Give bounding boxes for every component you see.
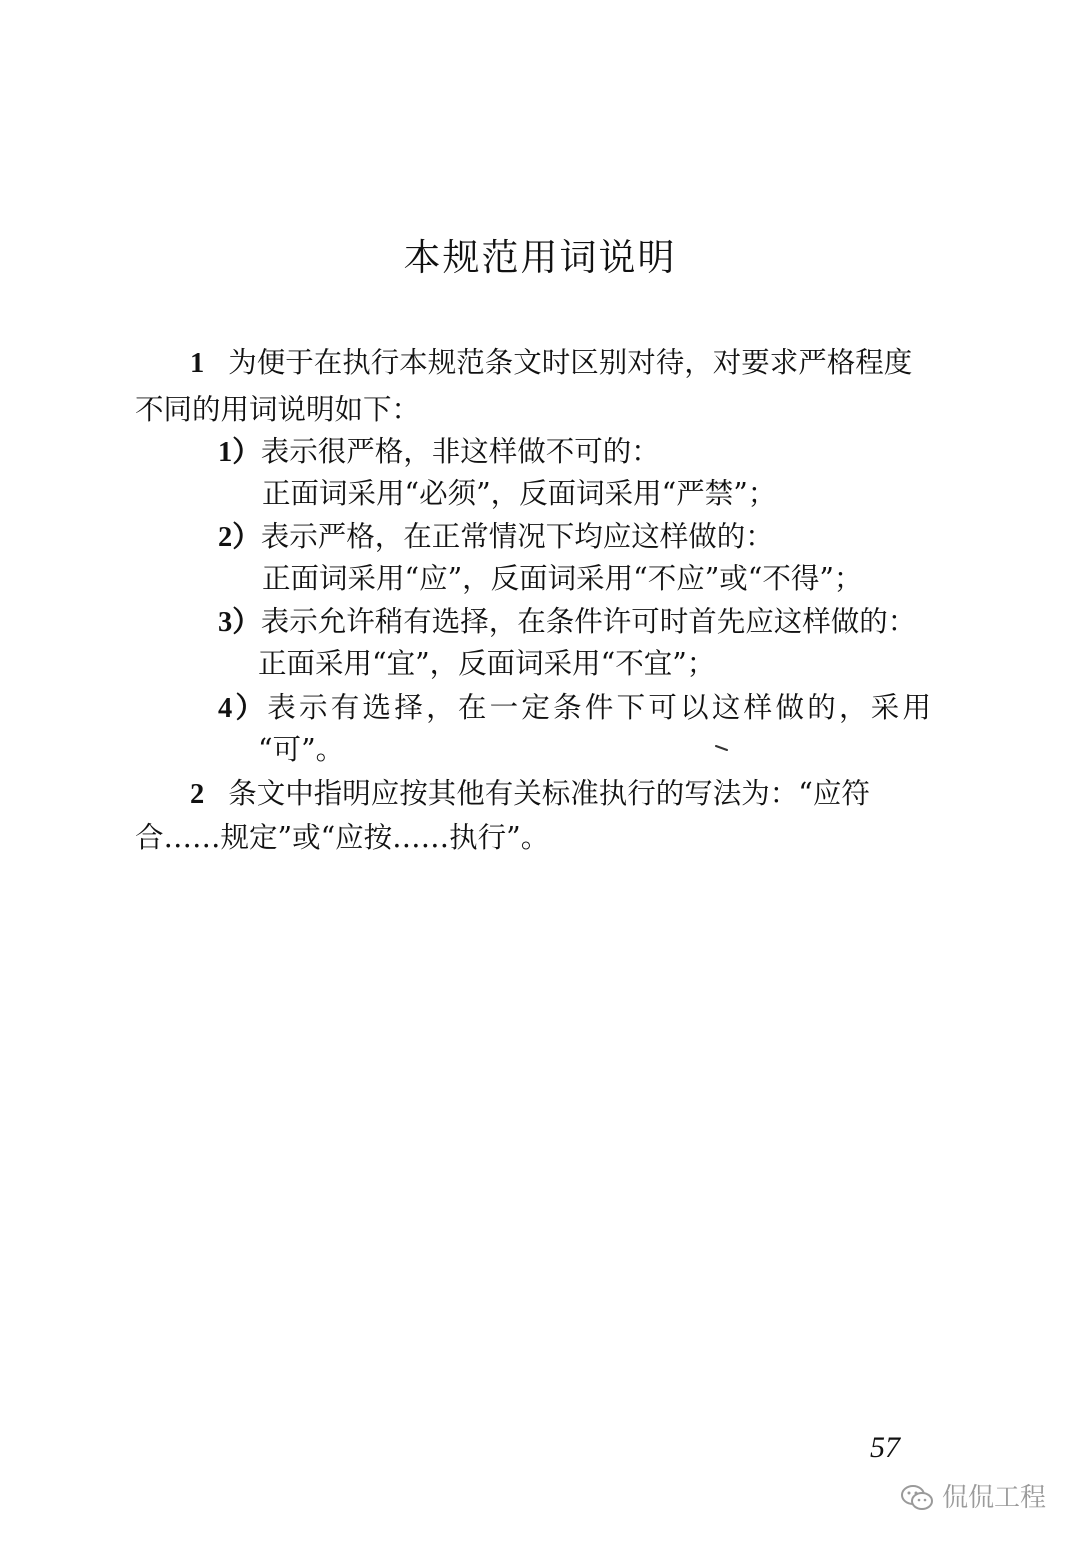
item-3-desc: 表示允许稍有选择，在条件许可时首先应这样做的： [260, 605, 917, 638]
item-3-terms: 正面采用“宜”，反面词采用“不宜”； [258, 647, 716, 680]
watermark-text: 侃侃工程 [942, 1483, 1047, 1513]
scan-speck [715, 744, 729, 752]
item-3-desc-line [218, 602, 916, 643]
item-3-number: 3） [218, 607, 261, 638]
clause-2-text: 条文中指明应按其他有关标准执行的写法为：“应符 [228, 777, 870, 810]
wechat-icon [900, 1483, 934, 1513]
item-4-desc-line [218, 688, 931, 729]
clause-1-number: 1 [190, 348, 205, 379]
item-2-desc-line [218, 517, 774, 558]
clause-1-line-1 [190, 343, 912, 384]
clause-2-number: 2 [190, 779, 205, 810]
item-4-terms: “可”。 [258, 733, 345, 766]
clause-2-line-1 [190, 774, 870, 815]
item-2-number: 2） [218, 522, 261, 553]
item-2-terms: 正面词采用“应”，反面词采用“不应”或“不得”； [262, 562, 863, 595]
item-4-number: 4） [218, 693, 268, 724]
clause-1-line-2: 不同的用词说明如下： [135, 393, 421, 426]
item-1-desc-line [218, 432, 660, 473]
watermark [900, 1480, 1046, 1516]
item-4-desc: 表示有选择，在一定条件下可以这样做的，采用 [267, 691, 931, 724]
item-2-desc: 表示严格，在正常情况下均应这样做的： [260, 520, 774, 553]
clause-2-line-2: 合……规定”或“应按……执行”。 [135, 821, 550, 854]
item-1-desc: 表示很严格，非这样做不可的： [260, 435, 660, 468]
page-number: 57 [870, 1431, 900, 1464]
item-1-terms: 正面词采用“必须”，反面词采用“严禁”； [262, 477, 777, 510]
clause-1-text: 为便于在执行本规范条文时区别对待，对要求严格程度 [228, 346, 913, 379]
page-title: 本规范用词说明 [403, 236, 677, 279]
item-1-number: 1） [218, 437, 261, 468]
